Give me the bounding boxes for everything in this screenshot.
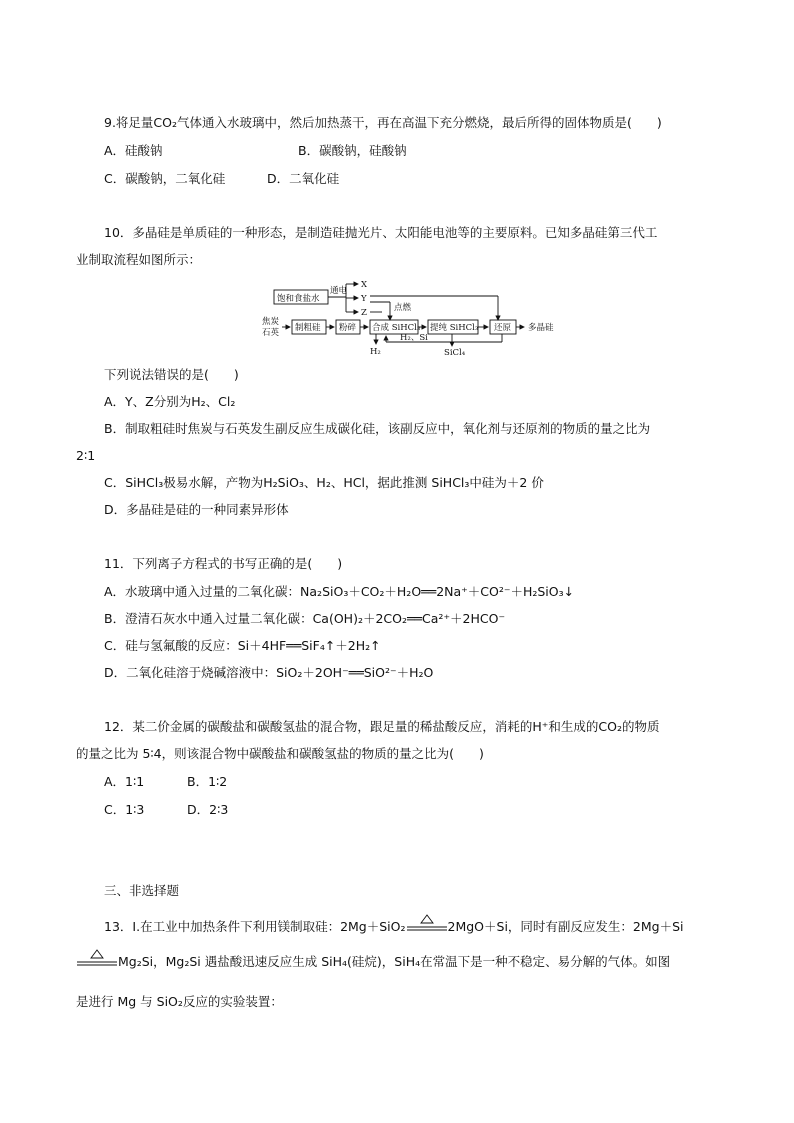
flow-label-quartz: 石英 xyxy=(262,328,280,338)
flow-label-y: Y xyxy=(361,294,367,304)
q9-stem: 9.将足量CO₂气体通入水玻璃中，然后加热蒸干，再在高温下充分燃烧，最后所得的固体物质是( ) xyxy=(104,115,662,130)
q10-ask: 下列说法错误的是( ) xyxy=(104,367,239,382)
q12-stem-line2: 的量之比为 5∶4，则该混合物中碳酸盐和碳酸氢盐的物质的量之比为( ) xyxy=(76,746,484,761)
q10-option-a: A．Y、Z分别为H₂、Cl₂ xyxy=(104,394,236,409)
q11-stem: 11．下列离子方程式的书写正确的是( ) xyxy=(104,556,343,571)
q10-option-b-line2: 2∶1 xyxy=(76,448,96,463)
q13-line2-text: Mg₂Si，Mg₂Si 遇盐酸迅速反应生成 SiH₄(硅烷)，SiH₄在常温下是一种不稳定、易分解的气体。如图 xyxy=(118,954,671,969)
q11-option-c: C．硅与氢氟酸的反应：Si＋4HF══SiF₄↑＋2H₂↑ xyxy=(104,638,381,653)
q9-option-d: D．二氧化硅 xyxy=(267,171,340,186)
flow-text-purify: 提纯 SiHCl₃ xyxy=(430,323,479,333)
flow-label-z: Z xyxy=(361,308,367,318)
q10-stem-line1: 10．多晶硅是单质硅的一种形态，是制造硅抛光片、太阳能电池等的主要原料。已知多晶硅第三代工 xyxy=(104,225,658,240)
flow-label-recycle: H₂、Si xyxy=(400,333,428,343)
flow-label-sicl4: SiCl₄ xyxy=(444,348,466,358)
q13-line1 xyxy=(104,918,684,937)
q9-option-a: A．硅酸钠 xyxy=(104,143,163,158)
flow-text-crush: 粉碎 xyxy=(339,323,357,333)
flow-label-x: X xyxy=(361,280,368,290)
heat-condition-symbol xyxy=(406,919,448,937)
q13-line2 xyxy=(76,953,670,972)
q12-option-b: B．1∶2 xyxy=(187,774,228,789)
flow-text-synthesize: 合成 SiHCl₃ xyxy=(372,323,421,333)
q12-option-d: D．2∶3 xyxy=(187,802,229,817)
q9-option-b: B．碳酸钠，硅酸钠 xyxy=(298,143,407,158)
q10-flow-diagram xyxy=(262,278,572,358)
flow-text-product: 多晶硅 xyxy=(528,323,554,333)
q10-option-d: D．多晶硅是硅的一种同素异形体 xyxy=(104,502,289,517)
flow-label-ignite: 点燃 xyxy=(394,303,412,313)
section-title: 三、非选择题 xyxy=(104,883,180,898)
q11-option-b: B．澄清石灰水中通入过量二氧化碳：Ca(OH)₂＋2CO₂══Ca²⁺＋2HCO⁻ xyxy=(104,611,506,626)
flow-label-h2-out: H₂ xyxy=(370,347,381,357)
flow-text-crude-si: 制粗硅 xyxy=(295,323,321,333)
q13-line3: 是进行 Mg 与 SiO₂反应的实验装置： xyxy=(76,994,283,1009)
flow-label-brine: 饱和食盐水 xyxy=(277,294,320,304)
q12-stem-line1: 12．某二价金属的碳酸盐和碳酸氢盐的混合物，跟足量的稀盐酸反应，消耗的H⁺和生成的CO₂的物质 xyxy=(104,719,660,734)
heat-condition-symbol xyxy=(76,954,118,972)
q10-option-b-line1: B．制取粗硅时焦炭与石英发生副反应生成碳化硅，该副反应中，氧化剂与还原剂的物质的量之比为 xyxy=(104,421,651,436)
q10-option-c: C．SiHCl₃极易水解，产物为H₂SiO₃、H₂、HCl，据此推测 SiHCl₃中硅为＋2 价 xyxy=(104,475,544,490)
q11-option-a: A．水玻璃中通入过量的二氧化碳：Na₂SiO₃＋CO₂＋H₂O══2Na⁺＋CO²⁻＋H₂SiO₃↓ xyxy=(104,584,575,599)
q12-option-a: A．1∶1 xyxy=(104,774,145,789)
flow-label-coke: 焦炭 xyxy=(262,317,280,327)
q10-stem-line2: 业制取流程如图所示： xyxy=(76,252,202,267)
q12-option-c: C．1∶3 xyxy=(104,802,145,817)
flow-text-reduce: 还原 xyxy=(494,323,512,333)
q11-option-d: D．二氧化硅溶于烧碱溶液中：SiO₂＋2OH⁻══SiO²⁻＋H₂O xyxy=(104,665,434,680)
flow-label-electrolysis: 通电 xyxy=(330,286,348,296)
q13-line1-part-a: 13．Ⅰ.在工业中加热条件下利用镁制取硅：2Mg＋SiO₂ xyxy=(104,919,406,934)
q13-line1-part-b: 2MgO＋Si，同时有副反应发生：2Mg＋Si xyxy=(447,919,684,934)
q9-option-c: C．碳酸钠，二氧化硅 xyxy=(104,171,226,186)
